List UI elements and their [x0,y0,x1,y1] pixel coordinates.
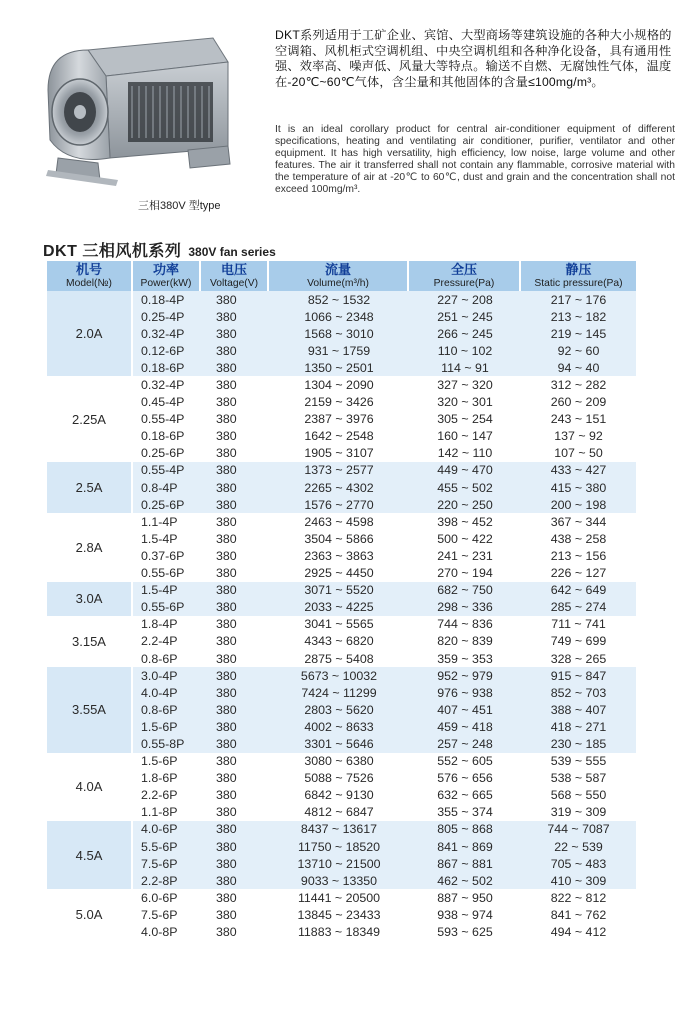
table-row [47,565,636,582]
model-cell: 3.55A [47,667,133,752]
model-group [47,667,636,752]
pressure-cell: 632 ~ 665 [409,787,521,804]
static-pressure-cell: 915 ~ 847 [521,667,636,684]
volume-cell: 13845 ~ 23433 [269,906,409,923]
pressure-cell: 744 ~ 836 [409,616,521,633]
voltage-cell: 380 [201,308,269,325]
static-pressure-cell: 705 ~ 483 [521,855,636,872]
power-cell: 0.25-6P [133,445,201,462]
voltage-cell: 380 [201,479,269,496]
pressure-cell: 110 ~ 102 [409,342,521,359]
pressure-cell: 142 ~ 110 [409,445,521,462]
table-row [47,770,636,787]
voltage-cell: 380 [201,411,269,428]
power-cell: 4.0-8P [133,923,201,940]
volume-cell: 1350 ~ 2501 [269,359,409,376]
pressure-cell: 682 ~ 750 [409,582,521,599]
voltage-cell: 380 [201,701,269,718]
static-pressure-cell: 285 ~ 274 [521,599,636,616]
voltage-cell: 380 [201,325,269,342]
volume-cell: 2159 ~ 3426 [269,394,409,411]
static-pressure-cell: 749 ~ 699 [521,633,636,650]
table-row [47,411,636,428]
power-cell: 0.55-4P [133,462,201,479]
power-cell: 6.0-6P [133,889,201,906]
volume-cell: 3071 ~ 5520 [269,582,409,599]
table-row [47,479,636,496]
voltage-cell: 380 [201,359,269,376]
pressure-cell: 241 ~ 231 [409,547,521,564]
photo-caption: 三相380V 型type [138,200,221,212]
voltage-cell: 380 [201,787,269,804]
table-row [47,667,636,684]
table-row [47,838,636,855]
power-cell: 7.5-6P [133,906,201,923]
power-cell: 2.2-8P [133,872,201,889]
model-group [47,889,636,940]
table-row [47,394,636,411]
table-row [47,855,636,872]
volume-cell: 5088 ~ 7526 [269,770,409,787]
table-title-en: 380V fan series [188,245,276,259]
static-pressure-cell: 822 ~ 812 [521,889,636,906]
volume-cell: 2033 ~ 4225 [269,599,409,616]
volume-cell: 2363 ~ 3863 [269,547,409,564]
voltage-cell: 380 [201,923,269,940]
table-row [47,923,636,940]
power-cell: 4.0-4P [133,684,201,701]
static-pressure-cell: 226 ~ 127 [521,565,636,582]
volume-cell: 4812 ~ 6847 [269,804,409,821]
volume-cell: 2875 ~ 5408 [269,650,409,667]
pressure-cell: 449 ~ 470 [409,462,521,479]
chinese-description: DKT系列适用于工矿企业、宾馆、大型商场等建筑设施的各种大小规格的空调箱、风机柜式空调机组、中央空调机组和各种净化设备，具有通用性强、效率高、噪声低、风量大等特点。输送不自燃、无腐蚀性气体，温度在-20℃~60℃气体，含尘量和其他固体的含量≤100mg/m³。 [275,28,672,90]
header-model: 机号 Model(№) [47,261,133,291]
volume-cell: 2265 ~ 4302 [269,479,409,496]
static-pressure-cell: 107 ~ 50 [521,445,636,462]
voltage-cell: 380 [201,394,269,411]
model-cell: 4.5A [47,821,133,889]
pressure-cell: 270 ~ 194 [409,565,521,582]
pressure-cell: 320 ~ 301 [409,394,521,411]
pressure-cell: 266 ~ 245 [409,325,521,342]
volume-cell: 3301 ~ 5646 [269,735,409,752]
model-group [47,821,636,889]
power-cell: 3.0-4P [133,667,201,684]
volume-cell: 852 ~ 1532 [269,291,409,308]
volume-cell: 6842 ~ 9130 [269,787,409,804]
static-pressure-cell: 367 ~ 344 [521,513,636,530]
model-cell: 3.15A [47,616,133,667]
static-pressure-cell: 418 ~ 271 [521,718,636,735]
power-cell: 5.5-6P [133,838,201,855]
power-cell: 0.8-6P [133,650,201,667]
static-pressure-cell: 538 ~ 587 [521,770,636,787]
table-row [47,633,636,650]
voltage-cell: 380 [201,565,269,582]
table-row [47,650,636,667]
volume-cell: 3504 ~ 5866 [269,530,409,547]
model-group [47,616,636,667]
volume-cell: 2925 ~ 4450 [269,565,409,582]
volume-cell: 931 ~ 1759 [269,342,409,359]
voltage-cell: 380 [201,770,269,787]
power-cell: 1.5-6P [133,753,201,770]
table-row [47,701,636,718]
static-pressure-cell: 415 ~ 380 [521,479,636,496]
static-pressure-cell: 319 ~ 309 [521,804,636,821]
power-cell: 0.55-8P [133,735,201,752]
static-pressure-cell: 433 ~ 427 [521,462,636,479]
pressure-cell: 227 ~ 208 [409,291,521,308]
header-volume: 流量 Volume(m³/h) [269,261,409,291]
voltage-cell: 380 [201,496,269,513]
table-row [47,530,636,547]
pressure-cell: 251 ~ 245 [409,308,521,325]
header-static-pressure: 静压 Static pressure(Pa) [521,261,636,291]
model-cell: 2.8A [47,513,133,581]
volume-cell: 1905 ~ 3107 [269,445,409,462]
model-group [47,462,636,513]
table-row [47,496,636,513]
pressure-cell: 841 ~ 869 [409,838,521,855]
voltage-cell: 380 [201,445,269,462]
static-pressure-cell: 642 ~ 649 [521,582,636,599]
power-cell: 4.0-6P [133,821,201,838]
voltage-cell: 380 [201,616,269,633]
static-pressure-cell: 388 ~ 407 [521,701,636,718]
static-pressure-cell: 22 ~ 539 [521,838,636,855]
volume-cell: 2463 ~ 4598 [269,513,409,530]
voltage-cell: 380 [201,684,269,701]
static-pressure-cell: 217 ~ 176 [521,291,636,308]
volume-cell: 1576 ~ 2770 [269,496,409,513]
volume-cell: 13710 ~ 21500 [269,855,409,872]
static-pressure-cell: 260 ~ 209 [521,394,636,411]
table-row [47,308,636,325]
power-cell: 0.55-4P [133,411,201,428]
header-voltage: 电压 Voltage(V) [201,261,269,291]
model-group [47,376,636,461]
pressure-cell: 257 ~ 248 [409,735,521,752]
volume-cell: 1304 ~ 2090 [269,376,409,393]
static-pressure-cell: 841 ~ 762 [521,906,636,923]
power-cell: 0.55-6P [133,599,201,616]
table-header [47,261,636,291]
volume-cell: 8437 ~ 13617 [269,821,409,838]
power-cell: 0.25-4P [133,308,201,325]
table-row [47,376,636,393]
table-row [47,821,636,838]
static-pressure-cell: 410 ~ 309 [521,872,636,889]
table-row [47,889,636,906]
table-row [47,342,636,359]
power-cell: 2.2-6P [133,787,201,804]
table-row [47,291,636,308]
pressure-cell: 462 ~ 502 [409,872,521,889]
static-pressure-cell: 568 ~ 550 [521,787,636,804]
static-pressure-cell: 213 ~ 182 [521,308,636,325]
voltage-cell: 380 [201,291,269,308]
power-cell: 0.18-6P [133,359,201,376]
table-row [47,804,636,821]
pressure-cell: 114 ~ 91 [409,359,521,376]
table-row [47,445,636,462]
voltage-cell: 380 [201,530,269,547]
static-pressure-cell: 137 ~ 92 [521,428,636,445]
table-row [47,787,636,804]
static-pressure-cell: 328 ~ 265 [521,650,636,667]
static-pressure-cell: 94 ~ 40 [521,359,636,376]
pressure-cell: 359 ~ 353 [409,650,521,667]
power-cell: 2.2-4P [133,633,201,650]
pressure-cell: 305 ~ 254 [409,411,521,428]
voltage-cell: 380 [201,633,269,650]
volume-cell: 7424 ~ 11299 [269,684,409,701]
voltage-cell: 380 [201,906,269,923]
pressure-cell: 887 ~ 950 [409,889,521,906]
power-cell: 1.1-4P [133,513,201,530]
volume-cell: 3041 ~ 5565 [269,616,409,633]
power-cell: 0.25-6P [133,496,201,513]
table-row [47,582,636,599]
voltage-cell: 380 [201,855,269,872]
volume-cell: 1642 ~ 2548 [269,428,409,445]
pressure-cell: 160 ~ 147 [409,428,521,445]
table-row [47,735,636,752]
power-cell: 1.5-6P [133,718,201,735]
model-cell: 2.0A [47,291,133,376]
voltage-cell: 380 [201,753,269,770]
static-pressure-cell: 230 ~ 185 [521,735,636,752]
power-cell: 0.37-6P [133,547,201,564]
voltage-cell: 380 [201,428,269,445]
table-row [47,872,636,889]
table-row [47,428,636,445]
volume-cell: 2803 ~ 5620 [269,701,409,718]
voltage-cell: 380 [201,667,269,684]
voltage-cell: 380 [201,804,269,821]
static-pressure-cell: 213 ~ 156 [521,547,636,564]
static-pressure-cell: 852 ~ 703 [521,684,636,701]
table-row [47,753,636,770]
table-row [47,718,636,735]
static-pressure-cell: 92 ~ 60 [521,342,636,359]
model-cell: 2.25A [47,376,133,461]
pressure-cell: 976 ~ 938 [409,684,521,701]
pressure-cell: 867 ~ 881 [409,855,521,872]
model-cell: 3.0A [47,582,133,616]
table-row [47,325,636,342]
english-description: It is an ideal corollary product for central air-conditioner equipment of different specifications, heating and ventilating air conditioner, purifier, ventilator and other equipment. It has high versatility, high efficiency, low noise, large volume and other features. The air it transferred shall not contain any flammable, corrosive material with the temperature of air at -20℃ to 60℃, dust and grain and the concentration shall not exceed 100mg/m³. [275,124,675,195]
model-group [47,513,636,581]
fan-spec-table [47,261,636,941]
volume-cell: 4343 ~ 6820 [269,633,409,650]
voltage-cell: 380 [201,462,269,479]
power-cell: 0.12-6P [133,342,201,359]
pressure-cell: 459 ~ 418 [409,718,521,735]
voltage-cell: 380 [201,872,269,889]
pressure-cell: 220 ~ 250 [409,496,521,513]
power-cell: 1.8-6P [133,770,201,787]
voltage-cell: 380 [201,376,269,393]
pressure-cell: 552 ~ 605 [409,753,521,770]
pressure-cell: 500 ~ 422 [409,530,521,547]
model-cell: 4.0A [47,753,133,821]
power-cell: 0.18-4P [133,291,201,308]
volume-cell: 3080 ~ 6380 [269,753,409,770]
table-row [47,513,636,530]
power-cell: 1.5-4P [133,530,201,547]
voltage-cell: 380 [201,582,269,599]
volume-cell: 5673 ~ 10032 [269,667,409,684]
voltage-cell: 380 [201,889,269,906]
voltage-cell: 380 [201,599,269,616]
table-row [47,684,636,701]
model-group [47,753,636,821]
static-pressure-cell: 219 ~ 145 [521,325,636,342]
power-cell: 0.32-4P [133,376,201,393]
volume-cell: 2387 ~ 3976 [269,411,409,428]
voltage-cell: 380 [201,821,269,838]
pressure-cell: 593 ~ 625 [409,923,521,940]
voltage-cell: 380 [201,838,269,855]
model-cell: 5.0A [47,889,133,940]
static-pressure-cell: 200 ~ 198 [521,496,636,513]
fan-product-photo [28,30,238,205]
model-cell: 2.5A [47,462,133,513]
static-pressure-cell: 243 ~ 151 [521,411,636,428]
pressure-cell: 327 ~ 320 [409,376,521,393]
table-row [47,462,636,479]
volume-cell: 11441 ~ 20500 [269,889,409,906]
table-row [47,906,636,923]
voltage-cell: 380 [201,547,269,564]
power-cell: 7.5-6P [133,855,201,872]
static-pressure-cell: 744 ~ 7087 [521,821,636,838]
static-pressure-cell: 494 ~ 412 [521,923,636,940]
pressure-cell: 820 ~ 839 [409,633,521,650]
pressure-cell: 952 ~ 979 [409,667,521,684]
volume-cell: 1066 ~ 2348 [269,308,409,325]
pressure-cell: 298 ~ 336 [409,599,521,616]
table-row [47,616,636,633]
volume-cell: 1373 ~ 2577 [269,462,409,479]
table-row [47,547,636,564]
volume-cell: 4002 ~ 8633 [269,718,409,735]
pressure-cell: 355 ~ 374 [409,804,521,821]
pressure-cell: 398 ~ 452 [409,513,521,530]
static-pressure-cell: 711 ~ 741 [521,616,636,633]
pressure-cell: 407 ~ 451 [409,701,521,718]
pressure-cell: 938 ~ 974 [409,906,521,923]
pressure-cell: 805 ~ 868 [409,821,521,838]
table-title-cn: DKT 三相风机系列 [43,243,182,260]
volume-cell: 11750 ~ 18520 [269,838,409,855]
power-cell: 1.5-4P [133,582,201,599]
table-title [43,238,276,261]
header-power: 功率 Power(kW) [133,261,201,291]
pressure-cell: 576 ~ 656 [409,770,521,787]
voltage-cell: 380 [201,718,269,735]
volume-cell: 9033 ~ 13350 [269,872,409,889]
model-group [47,291,636,376]
centrifugal-fan-image [28,30,238,205]
power-cell: 0.55-6P [133,565,201,582]
voltage-cell: 380 [201,342,269,359]
power-cell: 0.8-4P [133,479,201,496]
power-cell: 0.18-6P [133,428,201,445]
power-cell: 0.45-4P [133,394,201,411]
static-pressure-cell: 539 ~ 555 [521,753,636,770]
static-pressure-cell: 312 ~ 282 [521,376,636,393]
power-cell: 1.1-8P [133,804,201,821]
power-cell: 1.8-4P [133,616,201,633]
volume-cell: 11883 ~ 18349 [269,923,409,940]
power-cell: 0.32-4P [133,325,201,342]
table-row [47,599,636,616]
volume-cell: 1568 ~ 3010 [269,325,409,342]
power-cell: 0.8-6P [133,701,201,718]
table-row [47,359,636,376]
static-pressure-cell: 438 ~ 258 [521,530,636,547]
pressure-cell: 455 ~ 502 [409,479,521,496]
voltage-cell: 380 [201,650,269,667]
model-group [47,582,636,616]
voltage-cell: 380 [201,735,269,752]
header-pressure: 全压 Pressure(Pa) [409,261,521,291]
voltage-cell: 380 [201,513,269,530]
